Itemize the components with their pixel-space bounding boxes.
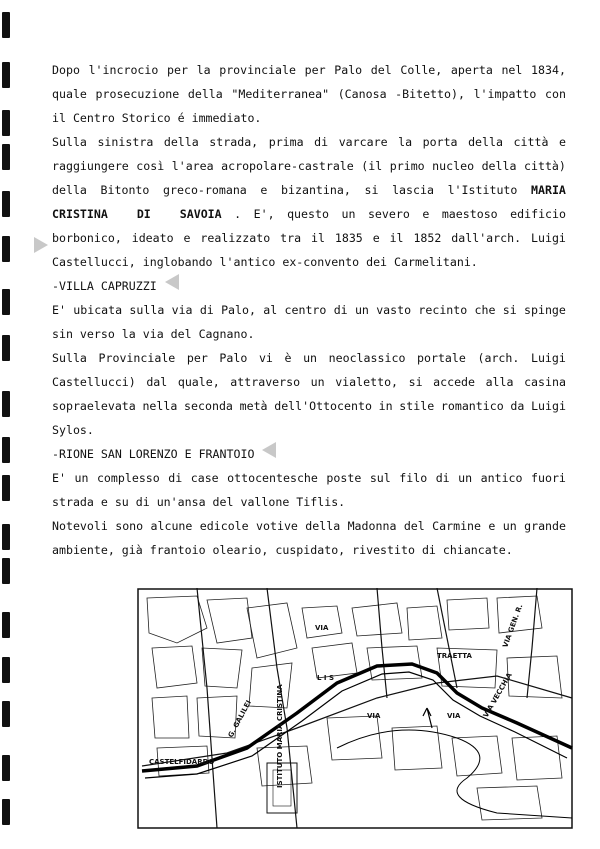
text-line: -VILLA CAPRUZZI [52,274,566,298]
text-line: raggiungere così l'area acropolare-castrale (il primo nucleo della città) [52,159,566,173]
arrow-left-icon [262,442,276,458]
text-line: quale prosecuzione della "Mediterranea" (Canosa -Bitetto), l'impatto con [52,87,566,101]
map-label-galilei: G. GALILEI [226,699,253,739]
institute-name-maria: MARIA [531,183,566,197]
text-line: sopraelevata nella seconda metà dell'Ottocento in stile romantico da Luigi [52,399,566,413]
arrow-right-icon [34,237,48,253]
text-line: della Bitonto greco-romana e bizantina, si lascia l'Istituto MARIA [52,178,566,202]
map-label-traetta: TRAETTA [437,652,472,660]
map-label-tiflis: L I S [317,674,334,682]
map-label-via-palo: VIA [447,712,461,720]
map-label-via-a: VIA [367,712,381,720]
text-line: Castellucci) dal quale, attraverso un vialetto, si accede alla casina [52,375,566,389]
street-map [137,588,573,829]
text-line: strada e su di un'ansa del vallone Tiflis. [52,495,346,509]
text-line: ambiente, già frantoio oleario, cuspidato, rivestito di chiancate. [52,543,513,557]
text-line: CRISTINA DI SAVOIA . E', questo un severo e maestoso edificio [52,202,566,226]
map-label-via: VIA [315,624,329,632]
map-label-via-gen: VIA GEN. R. [501,603,525,649]
text-line: Notevoli sono alcune edicole votive della Madonna del Carmine e un grande [52,519,566,533]
map-label-castelfidardo: CASTELFIDARDO [149,758,215,766]
map-label-istituto: ISTITUTO MARIA CRISTINA [276,684,284,788]
institute-name-cristina: CRISTINA DI SAVOIA [52,207,222,221]
text-line: E' un complesso di case ottocentesche poste sul filo di un antico fuori [52,471,566,485]
text-line: borbonico, ideato e realizzato tra il 1835 e il 1852 dall'arch. Luigi [52,231,566,245]
text-line: sin verso la via del Cagnano. [52,327,255,341]
arrow-left-icon [165,274,179,290]
text-line: Sylos. [52,423,94,437]
text-line: il Centro Storico é immediato. [52,111,262,125]
spiral-binding [2,0,14,849]
document-body [52,58,566,562]
text-line: Sulla sinistra della strada, prima di varcare la porta della città e [52,135,566,149]
text-line: E' ubicata sulla via di Palo, al centro di un vasto recinto che si spinge [52,303,566,317]
text-line: Dopo l'incrocio per la provinciale per Palo del Colle, aperta nel 1834, [52,63,566,77]
text-line: -RIONE SAN LORENZO E FRANTOIO [52,442,566,466]
map-label-via-vecchia: VIA VECCHIA [481,671,514,719]
text-line: Sulla Provinciale per Palo vi è un neoclassico portale (arch. Luigi [52,351,566,365]
text-line: Castellucci, inglobando l'antico ex-convento dei Carmelitani. [52,255,478,269]
